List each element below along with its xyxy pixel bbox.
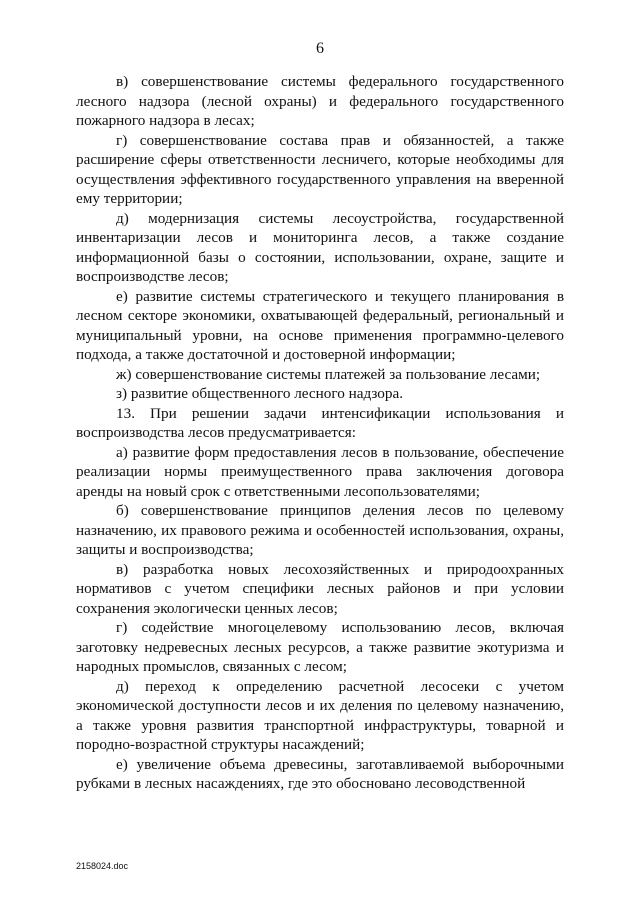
paragraph-a-forest-use-forms: а) развитие форм предоставления лесов в пользование, обеспечение реализации нормы преимущественного права заключения договора аренды на новый срок с ответственными лесопользователями; xyxy=(76,443,564,500)
paragraph-v-federal-forest-supervision: в) совершенствование системы федерального государственного лесного надзора (лесной охраны) и федерального государственного пожарного надзора в лесах; xyxy=(76,73,564,129)
document-body xyxy=(76,72,564,794)
paragraph-b-forest-division-principles: б) совершенствование принципов деления лесов по целевому назначению, их правового режима и особенностей использования, охраны, защиты и воспроизводства; xyxy=(76,502,564,558)
paragraph-g-multipurpose-use: г) содействие многоцелевому использованию лесов, включая заготовку недревесных лесных ресурсов, а также развитие экотуризма и народных промыслов, связанных с лесом; xyxy=(76,619,564,675)
paragraph-13-intensification: 13. При решении задачи интенсификации использования и воспроизводства лесов предусматривается: xyxy=(76,404,564,441)
paragraph-g-forester-rights: г) совершенствование состава прав и обязанностей, а также расширение сферы ответственности лесничего, которые необходимы для осуществления эффективного государственного управления на вверенной ему территории; xyxy=(76,131,564,207)
paragraph-zh-forest-payments: ж) совершенствование системы платежей за пользование лесами; xyxy=(116,365,541,383)
paragraph-d-allowable-cut: д) переход к определению расчетной лесосеки с учетом экономической доступности лесов и их деления по целевому назначению, а также уровня развития транспортной инфраструктуры, товарной и породно-возрастной структуры насаждений; xyxy=(76,677,564,753)
paragraph-e-selective-logging: е) увеличение объема древесины, заготавливаемой выборочными рубками в лесных насаждениях, где это обосновано лесоводственной xyxy=(76,755,564,792)
footer-filename: 2158024.doc xyxy=(76,861,129,871)
paragraph-z-public-supervision: з) развитие общественного лесного надзора. xyxy=(116,385,404,402)
paragraph-e-strategic-planning: е) развитие системы стратегического и текущего планирования в лесном секторе экономики, охватывающей федеральный, региональный и муниципальный уровни, на основе применения программно-целевого подхода, а также достаточной и достоверной информации; xyxy=(76,287,564,363)
paragraph-v-new-standards: в) разработка новых лесохозяйственных и природоохранных нормативов с учетом специфики лесных районов и при условии сохранения экологически ценных лесов; xyxy=(76,560,564,617)
paragraph-d-forest-management-modernization: д) модернизация системы лесоустройства, государственной инвентаризации лесов и мониторинга лесов, а также создание информационной базы о состоянии, использовании, охране, защите и воспроизводстве лесов; xyxy=(76,209,564,285)
page-number: 6 xyxy=(316,40,324,57)
